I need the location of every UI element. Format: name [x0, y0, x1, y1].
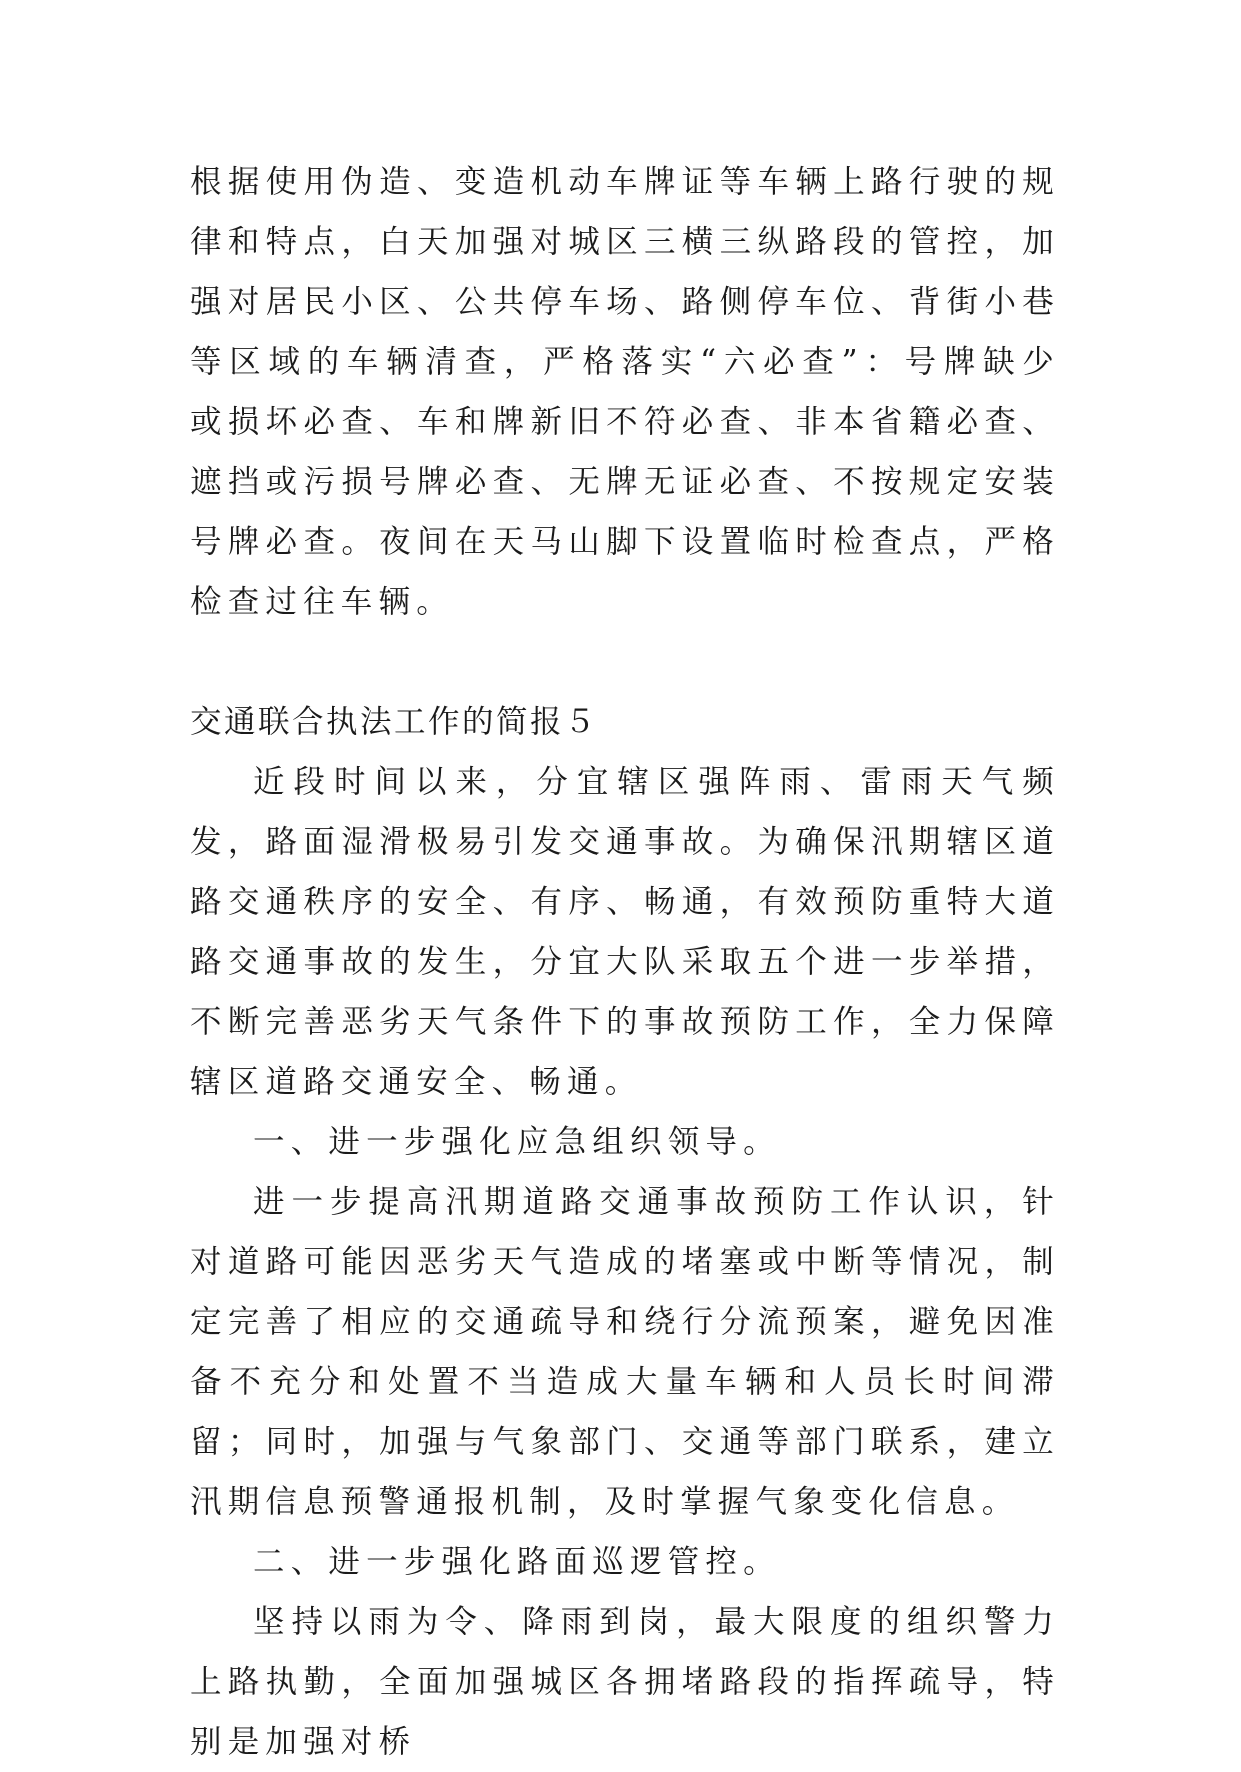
paragraph-intro: 近段时间以来，分宜辖区强阵雨、雷雨天气频发，路面湿滑极易引发交通事故。为确保汛期辖区道路交通秩序的安全、有序、畅通，有效预防重特大道路交通事故的发生，分宜大队采取五个进一步举措，不断完善恶劣天气条件下的事故预防工作，全力保障辖区道路交通安全、畅通。: [190, 764, 1060, 1100]
subheading-two: 二、进一步强化路面巡逻管控。: [253, 1544, 781, 1580]
paragraph-patrol-control: 坚持以雨为令、降雨到岗，最大限度的组织警力上路执勤，全面加强城区各拥堵路段的指挥疏导，特别是加强对桥: [190, 1604, 1060, 1760]
paragraph-emergency-organization: 进一步提高汛期道路交通事故预防工作认识，针对道路可能因恶劣天气造成的堵塞或中断等情况，制定完善了相应的交通疏导和绕行分流预案，避免因准备不充分和处置不当造成大量车辆和人员长时间滞留；同时，加强与气象部门、交通等部门联系，建立汛期信息预警通报机制，及时掌握气象变化信息。: [190, 1184, 1060, 1520]
section-heading: 交通联合执法工作的简报５: [190, 704, 599, 740]
paragraph-checkpoint-measures: 根据使用伪造、变造机动车牌证等车辆上路行驶的规律和特点，白天加强对城区三横三纵路段的管控，加强对居民小区、公共停车场、路侧停车位、背街小巷等区域的车辆清查，严格落实“六必查”：号牌缺少或损坏必查、车和牌新旧不符必查、非本省籍必查、遮挡或污损号牌必查、无牌无证必查、不按规定安装号牌必查。夜间在天马山脚下设置临时检查点，严格检查过往车辆。: [190, 164, 1060, 620]
document-body: [190, 152, 1060, 1772]
subheading-one: 一、进一步强化应急组织领导。: [253, 1124, 781, 1160]
